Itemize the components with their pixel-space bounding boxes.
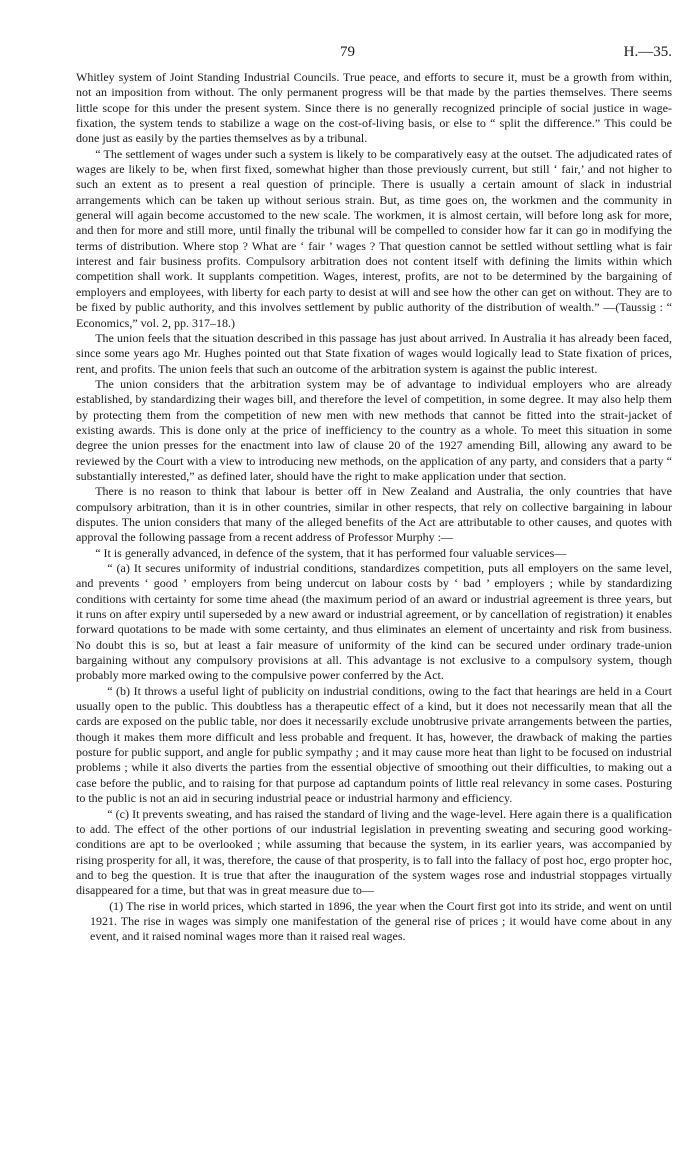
paragraph: The union considers that the arbitration system may be of advantage to individual employers who are already established, by standardizing their wages bill, and therefore the level of competition, in some degree. It may also help them by protecting them from the competition of new men with new methods that cannot be fitted into the strait-jacket of existing awards. This is done only at the price of inefficiency to the country as a whole. To meet this situation in some degree the union presses for the enactment into law of clause 20 of the 1927 amending Bill, allowing any award to be reviewed by the Court with a view to introducing new methods, on the application of any party, and considers that a party “ substantially interested,” as defined later, should have the right to make application under that section.: [76, 376, 672, 483]
paragraph: There is no reason to think that labour is better off in New Zealand and Australia, the only countries that have compulsory arbitration, than it is in other countries, similar in other respects, that rely on collective bargaining in labour disputes. The union considers that many of the alleged benefits of the Act are attributable to other causes, and quotes with approval the following passage from a recent address of Professor Murphy :—: [76, 484, 672, 545]
paragraph: Whitley system of Joint Standing Industrial Councils. True peace, and efforts to secure it, must be a growth from within, not an imposition from without. The only permanent progress will be that made by the parties themselves. There seems little scope for this under the present system. Since there is no generally recognized principle of social justice in wage-fixation, the system tends to stabilize a wage on the cost-of-living basis, or else to “ split the difference.” This could be done just as easily by the parties themselves as by a tribunal.: [76, 70, 672, 146]
sub-paragraph: “ (b) It throws a useful light of publicity on industrial conditions, owing to the fact that hearings are held in a Court usually open to the public. This doubtless has a therapeutic effect of a kind, but it does not necessarily mean that all the cards are exposed on the public table, nor does it necessarily exclude unobtrusive private arrangements between the parties, though it makes them more difficult and less probable and frequent. It has, however, the drawback of making the parties posture for public support, and angle for public sympathy ; and it may cause more heat than light to be focused on industrial problems ; while it also diverts the parties from the essential objective of smoothing out their difficulties, to making out a case before the public, and to raising for that purpose ad captandum points of little real relevancy in some cases. Posturing to the public is not an aid in securing industrial peace or industrial harmony and efficiency.: [76, 683, 672, 806]
paragraph: “ The settlement of wages under such a system is likely to be comparatively easy at the outset. The adjudicated rates of wages are likely to be, when first fixed, somewhat higher than those previously current, but still ‘ fair,’ and not higher to such an extent as to present a real question of principle. There is usually a certain amount of slack in industrial arrangements which can be taken up without serious strain. But, as time goes on, the workmen and the community in general will again become accustomed to the new scale. The workmen, it is almost certain, will before long ask for more, and then for more and still more, until finally the tribunal will be compelled to consider how far it can go in modifying the terms of distribution. Where stop ? What are ‘ fair ’ wages ? That question cannot be settled without settling what is fair interest and fair business profits. Compulsory arbitration does not content itself with defining the limits within which competition shall work. It supplants competition. Wages, interest, profits, are not to be determined by the bargaining of employers and employees, with liberty for each party to desist at will and see how the other can get on without. They are to be fixed by public authority, and this involves settlement by public authority of the distribution of wealth.” —(Taussig : “ Economics,” vol. 2, pp. 317–18.): [76, 146, 672, 330]
numbered-item: (1) The rise in world prices, which started in 1896, the year when the Court first got into its stride, and went on until 1921. The rise in wages was simply one manifestation of the general rise of prices ; it would have come about in any event, and it raised nominal wages more than it raised real wages.: [90, 898, 672, 944]
sub-paragraph: “ (c) It prevents sweating, and has raised the standard of living and the wage-level. Here again there is a qualification to add. The effect of the other portions of our industrial legislation in preventing sweating and securing good working-conditions are apt to be overlooked ; while assuming that because the system, in its earlier years, was accompanied by rising prosperity for all, it was, therefore, the cause of that prosperity, is to fall into the fallacy of post hoc, ergo propter hoc, and to beg the question. It is true that after the inauguration of the system wages rose and industrial stoppages virtually disappeared for a time, but that was in great measure due to—: [76, 806, 672, 898]
paragraph: The union feels that the situation described in this passage has just about arrived. In Australia it has already been faced, since some years ago Mr. Hughes pointed out that State fixation of wages would logically lead to State fixation of prices, rent, and profits. The union feels that such an outcome of the arbitration system is against the public interest.: [76, 330, 672, 376]
page-header: [76, 44, 672, 70]
sub-paragraph: “ (a) It secures uniformity of industrial conditions, standardizes competition, puts all employers on the same level, and prevents ‘ good ’ employers from being undercut on labour costs by ‘ bad ’ employers ; while by standardizing conditions with certainty for some time ahead (the maximum period of an award or industrial agreement is three years, but it runs on after expiry until superseded by a new award or industrial agreement, or by cancellation of registration) it enables forward quotations to be made with some certainty, and thus eliminates an element of uncertainty and risk from business. No doubt this is so, but at least a fair measure of uniformity of the kind can be secured under ordinary trade-union bargaining without any compulsory provisions at all. This advantage is not exclusive to a compulsory system, though probably more marked owing to the compulsive power conferred by the Act.: [76, 561, 672, 683]
page-number: 79: [340, 44, 355, 60]
document-reference: H.—35.: [623, 44, 672, 60]
body-text: [76, 70, 672, 945]
paragraph: “ It is generally advanced, in defence of the system, that it has performed four valuable services—: [95, 545, 567, 560]
